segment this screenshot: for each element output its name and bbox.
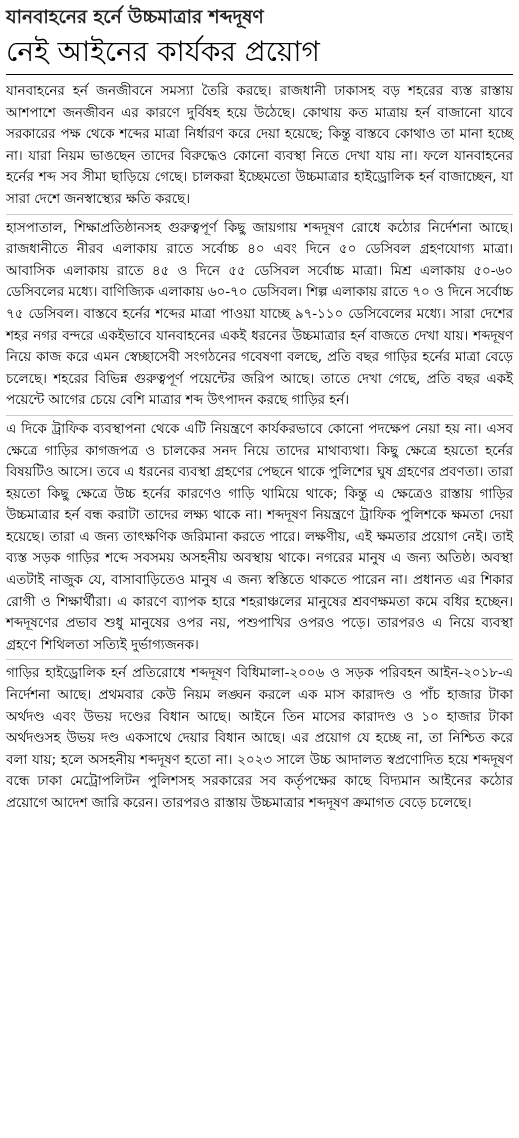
article-paragraph-2: হাসপাতাল, শিক্ষাপ্রতিষ্ঠানসহ গুরুত্বপূর্ণ কিছু জায়গায় শব্দদূষণ রোধে কঠোর নির্দেশনা আছে। রাজধানীতে নীরব এলাকায় রাতে সর্বোচ্চ ৪০ এবং দিনে ৫০ ডেসিবল গ্রহণযোগ্য মাত্রা। আবাসিক এলাকায় রাতে ৪৫ ও দিনে ৫৫ ডেসিবল সর্বোচ্চ মাত্রা। মিশ্র এলাকায় ৫০-৬০ ডেসিবলের মধ্যে। বাণিজ্যিক এলাকায় ৬০-৭০ ডেসিবল। শিল্প এলাকায় রাতে ৭০ ও দিনে সর্বোচ্চ ৭৫ ডেসিবল। বাস্তবে হর্নের শব্দের মাত্রা পাওয়া যাচ্ছে ৯৭-১১০ ডেসিবেলের মধ্যে। সারা দেশের শহর নগর বন্দরে একইভাবে যানবাহনের একই ধরনের উচ্চমাত্রার হর্ন বাজতে দেখা যায়। শব্দদূষণ নিয়ে কাজ করে এমন স্বেচ্ছাসেবী সংগঠনের গবেষণা বলছে, প্রতি বছর গাড়ির হর্নের মাত্রা বেড়ে চলেছে। শহরের বিভিন্ন গুরুত্বপূর্ণ পয়েন্টের জরিপ আছে। তাতে দেখা গেছে, প্রতি বছর একই পয়েন্টে আগের চেয়ে বেশি মাত্রার শব্দ উৎপাদন করছে গাড়ির হর্ন। [6, 218, 513, 416]
article-kicker: যানবাহনের হর্নে উচ্চমাত্রার শব্দদূষণ [6, 7, 264, 28]
article-paragraph-1: যানবাহনের হর্ন জনজীবনে সমস্যা তৈরি করছে। রাজধানী ঢাকাসহ বড় শহরের ব্যস্ত রাস্তায় আশপাশে জনজীবন এর কারণে দুর্বিষহ হয়ে উঠেছে। কোথায় কত মাত্রায় হর্ন বাজানো যাবে সরকারের পক্ষ থেকে শব্দের মাত্রা নির্ধারণ করে দেয়া হয়েছে; কিন্তু বাস্তবে কোথাও তা মানা হচ্ছে না। যারা নিয়ম ভাঙছেন তাদের বিরুদ্ধেও কোনো ব্যবস্থা নিতে দেখা যায় না। ফলে যানবাহনের হর্নের শব্দ সব সীমা ছাড়িয়ে গেছে। চালকরা ইচ্ছেমতো উচ্চমাত্রার হাইড্রোলিক হর্ন বাজাচ্ছেন, যা সারা দেশে জনস্বাস্থ্যের ক্ষতি করছে। [6, 81, 513, 215]
article-paragraph-4: গাড়ির হাইড্রোলিক হর্ন প্রতিরোধে শব্দদূষণ বিধিমালা-২০০৬ ও সড়ক পরিবহন আইন-২০১৮-এ নির্দেশনা আছে। প্রথমবার কেউ নিয়ম লঙ্ঘন করলে এক মাস কারাদণ্ড ও পাঁচ হাজার টাকা অর্থদণ্ড এবং উভয় দণ্ডের বিধান আছে। আইনে তিন মাসের কারাদণ্ড ও ১০ হাজার টাকা অর্থদণ্ডসহ উভয় দণ্ড একসাথে দেয়ার বিধান আছে। এর প্রয়োগ যে হচ্ছে না, তা নিশ্চিত করে বলা যায়; হলে অসহনীয় শব্দদূষণ হতো না। ২০২৩ সালে উচ্চ আদালত স্বপ্রণোদিত হয়ে শব্দদূষণ বন্ধে ঢাকা মেট্রোপলিটন পুলিশসহ সরকারের সব কর্তৃপক্ষের কাছে বিদ্যমান আইনের কঠোর প্রয়োগে আদেশ জারি করেন। তারপরও রাস্তায় উচ্চমাত্রার শব্দদূষণ ক্রমাগত বেড়ে চলেছে। [6, 666, 513, 811]
article-headline: নেই আইনের কার্যকর প্রয়োগ [6, 32, 513, 75]
article-paragraph-3: এ দিকে ট্রাফিক ব্যবস্থাপনা থেকে এটি নিয়ন্ত্রণে কার্যকরভাবে কোনো পদক্ষেপ নেয়া হয় না। এসব ক্ষেত্রে গাড়ির কাগজপত্র ও চালকের সনদ নিয়ে তাদের মাথাব্যথা। কিছু ক্ষেত্রে হয়তো হর্নের বিষয়টিও আসে। তবে এ ধরনের ব্যবস্থা গ্রহণের পেছনে থাকে পুলিশের ঘুষ গ্রহণের প্রবণতা। তারা হয়তো কিছু ক্ষেত্রে উচ্চ হর্নের কারণেও গাড়ি থামিয়ে থাকে; কিন্তু এ ক্ষেত্রেও রাস্তায় গাড়ির উচ্চমাত্রার হর্ন বন্ধ করাটা তাদের লক্ষ্য থাকে না। শব্দদূষণ নিয়ন্ত্রণে ট্রাফিক পুলিশকে ক্ষমতা দেয়া হয়েছে। তারা এ জন্য তাৎক্ষণিক জরিমানা করতে পারে। লক্ষণীয়, এই ক্ষমতার প্রয়োগ নেই। তাই ব্যস্ত সড়ক গাড়ির শব্দে সবসময় অসহনীয় অবস্থায় থাকে। নগরের মানুষ এ জন্য অতিষ্ঠ। অবস্থা এতটাই নাজুক যে, বাসাবাড়িতেও মানুষ এ জন্য স্বস্তিতে থাকতে পারেন না। প্রধানত এর শিকার রোগী ও শিক্ষার্থীরা। এ কারণে ব্যাপক হারে শহরাঞ্চলের মানুষের শ্রবণক্ষমতা কমে বধির হচ্ছেন। শব্দদূষণের প্রভাব শুধু মানুষের ওপর নয়, পশুপাখির ওপরও পড়ে। তারপরও এ নিয়ে ব্যবস্থা গ্রহণে শিথিলতা সত্যিই দুর্ভাগ্যজনক। [6, 419, 513, 661]
